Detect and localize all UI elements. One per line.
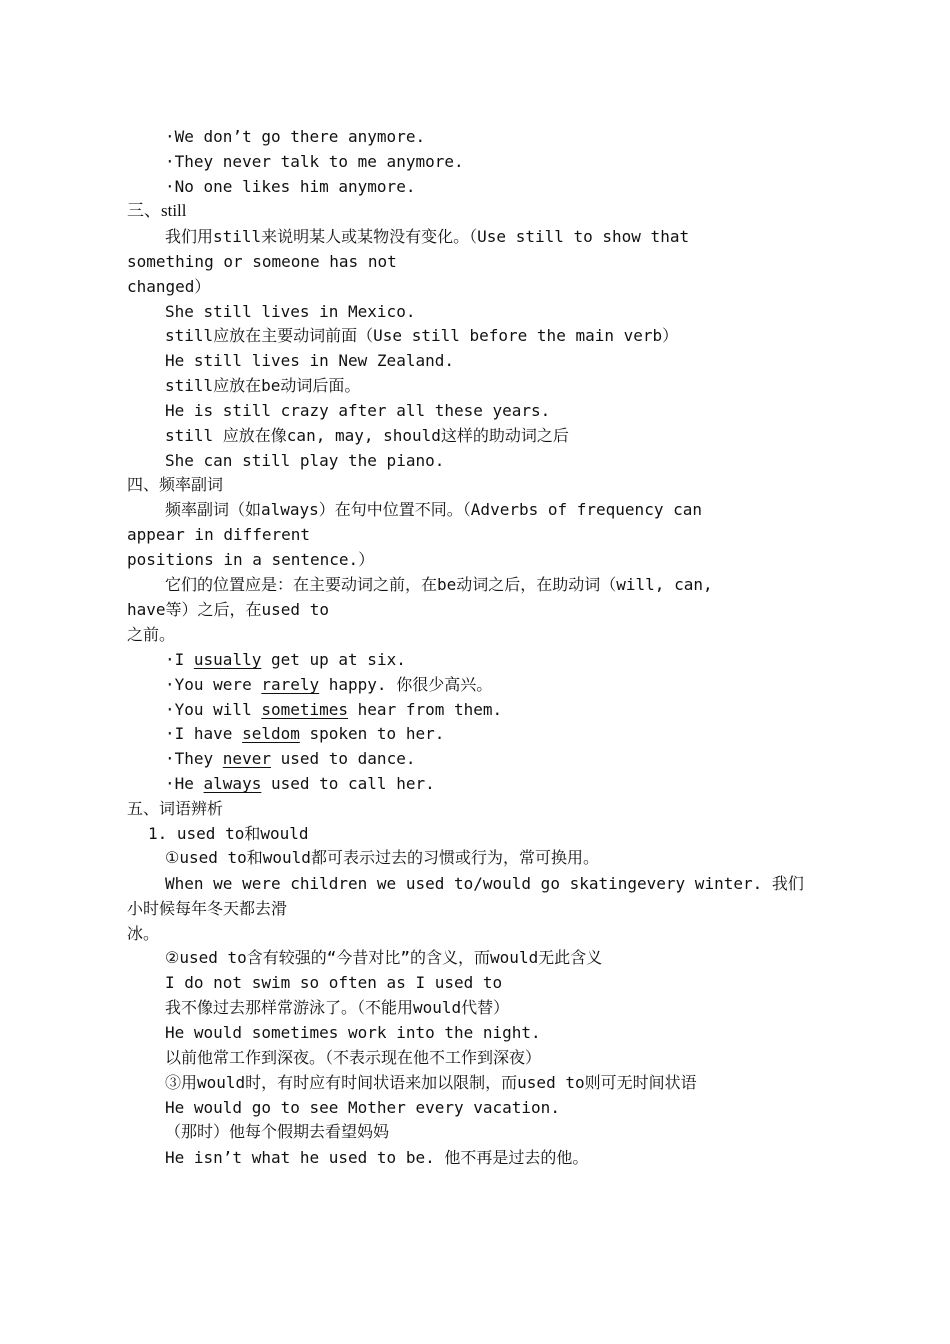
section-heading-frequency: 四、频率副词: [127, 475, 224, 494]
example-frequency-3: ·You will sometimes hear from them.: [165, 700, 503, 719]
paragraph-line: positions in a sentence.）: [127, 550, 375, 569]
subsection-heading: 1. used to和would: [148, 824, 309, 843]
example-line: I do not swim so often as I used to: [165, 973, 503, 992]
example-line: She can still play the piano.: [165, 451, 445, 470]
example-frequency-6: ·He always used to call her.: [165, 774, 435, 793]
underlined-adverb: never: [222, 749, 271, 768]
translation-line: （那时）他每个假期去看望妈妈: [165, 1122, 390, 1141]
example-line: He would sometimes work into the night.: [165, 1023, 541, 1042]
section-heading-word-analysis: 五、词语辨析: [127, 799, 224, 818]
translation-line: 以前他常工作到深夜。（不表示现在他不工作到深夜）: [165, 1048, 542, 1067]
example-anymore-1: ·We don’t go there anymore.: [165, 127, 426, 146]
example-frequency-5: ·They never used to dance.: [165, 749, 416, 768]
rule-line: still应放在be动词后面。: [165, 376, 361, 395]
example-line: When we were children we used to/would go skatingevery winter. 我们: [165, 874, 804, 893]
paragraph-line: appear in different: [127, 525, 311, 544]
underlined-adverb: seldom: [242, 724, 300, 743]
example-line: He is still crazy after all these years.: [165, 401, 551, 420]
rule-line: still 应放在像can, may, should这样的助动词之后: [165, 426, 569, 445]
paragraph-line: changed）: [127, 277, 211, 296]
example-line: She still lives in Mexico.: [165, 302, 416, 321]
paragraph-line: 我们用still来说明某人或某物没有变化。（Use still to show that: [165, 227, 690, 246]
example-line: He would go to see Mother every vacation.: [165, 1098, 560, 1117]
section-heading-still: 三、still: [127, 201, 187, 220]
example-frequency-1: ·I usually get up at six.: [165, 650, 406, 669]
underlined-adverb: always: [203, 774, 262, 793]
example-line: 冰。: [127, 924, 160, 943]
underlined-adverb: sometimes: [261, 700, 349, 719]
example-line: 小时候每年冬天都去滑: [127, 899, 288, 918]
rule-line: ①used to和would都可表示过去的习惯或行为，常可换用。: [165, 848, 599, 867]
paragraph-line: something or someone has not: [127, 252, 397, 271]
example-frequency-2: ·You were rarely happy. 你很少高兴。: [165, 675, 493, 694]
example-anymore-2: ·They never talk to me anymore.: [165, 152, 464, 171]
underlined-adverb: usually: [193, 650, 262, 669]
example-line: He still lives in New Zealand.: [165, 351, 454, 370]
rule-line: ②used to含有较强的“今昔对比”的含义，而would无此含义: [165, 948, 603, 967]
paragraph-line: have等）之后，在used to: [127, 600, 329, 619]
rule-line: still应放在主要动词前面（Use still before the main verb）: [165, 326, 679, 345]
paragraph-line: 它们的位置应是：在主要动词之前，在be动词之后，在助动词（will, can,: [165, 575, 713, 594]
rule-line: ③用would时，有时应有时间状语来加以限制，而used to则可无时间状语: [165, 1073, 697, 1092]
example-anymore-3: ·No one likes him anymore.: [165, 177, 416, 196]
underlined-adverb: rarely: [261, 675, 320, 694]
example-frequency-4: ·I have seldom spoken to her.: [165, 724, 445, 743]
translation-line: 我不像过去那样常游泳了。（不能用would代替）: [165, 998, 510, 1017]
paragraph-line: 频率副词（如always）在句中位置不同。（Adverbs of frequency can: [165, 500, 702, 519]
example-line: He isn’t what he used to be. 他不再是过去的他。: [165, 1148, 589, 1167]
paragraph-line: 之前。: [127, 625, 176, 644]
